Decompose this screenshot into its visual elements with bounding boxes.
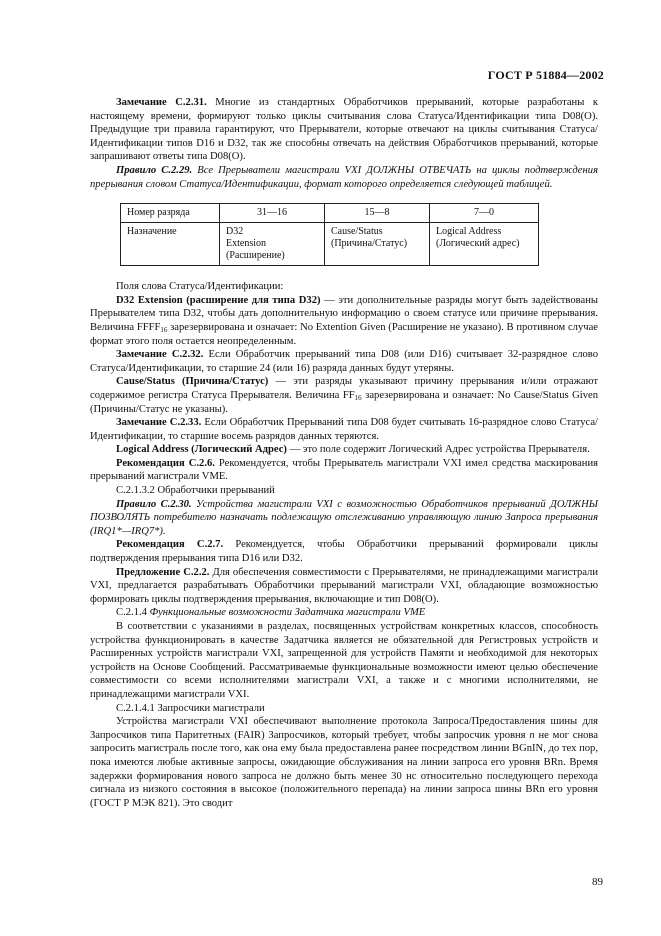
recommendation-c-2-7 <box>90 538 598 565</box>
subscript: 16 <box>160 325 168 334</box>
note-label: Замечание С.2.31. <box>116 97 207 108</box>
table-row <box>121 223 539 266</box>
field-text: зарезервирована и означает: No Extention Given (Расширение не указано). В противном случае формат этого поля остается неопределенным. <box>90 321 598 347</box>
table-cell: 31—16 <box>220 204 325 223</box>
paragraph-vme-capabilities: В соответствии с указаниями в разделах, посвященных устройствам конкретных классов, способность устройства функционировать в качестве Задатчика является не обязательной для Регистровых устройств и Расширенных устройств магистрали VXI, запрещенной для устройств Памяти и необходимой для некоторых устройств на Основе Сообщений. Рассматриваемые функциональные возможности имеют целью обеспечение совместимости со всеми исполнителями магистрали VXI, а также и с многими исполнителями, не принадлежащими магистрали VXI. <box>90 621 598 700</box>
proposal-c-2-2 <box>90 566 598 607</box>
field-label: D32 Extension (расширение для типа D32) <box>116 294 321 306</box>
table-cell <box>220 223 325 266</box>
field-cause-status <box>90 375 598 416</box>
note-label: Замечание С.2.32. <box>116 349 204 361</box>
page-number: 89 <box>592 876 603 888</box>
section-number: С.2.1.4 <box>116 607 150 619</box>
paragraph-text: не мог снова запросить магистраль после того, как она ему была предоставлена ранее посредством линии BGnIN, до тех пор, пока имеются любые активные запросы, ожидающие обслуживания на линии запроса его уровня BRn. Время задержки формирования нового запроса не должно быть менее 30 нс относительно последующего перехода сигнала из низкого состояния в высокое (положительного перепада) на линии запроса шины BRn его уровня (ГОСТ Р МЭК 821). Это сводит <box>90 729 598 809</box>
recommendation-c-2-6 <box>90 457 598 484</box>
note-label: Замечание С.2.33. <box>116 417 202 429</box>
cell-line: D32 <box>226 226 244 238</box>
note-c-2-31 <box>90 96 598 164</box>
table-cell: Назначение <box>121 223 220 266</box>
field-d32-extension <box>90 294 598 348</box>
fields-intro: Поля слова Статуса/Идентификации: <box>116 281 284 293</box>
note-text: Если Обработчик Прерываний типа D08 будет считывать 16-разрядное слово Статуса/Идентификации, то старшие восемь разрядов данных теряются. <box>90 417 598 442</box>
cell-line: Logical Address <box>436 226 502 238</box>
cell-line: (Расширение) <box>226 250 285 262</box>
table-cell: 7—0 <box>430 204 539 223</box>
rule-c-2-30 <box>90 498 598 539</box>
field-text: — эти дополнительные разряды могут быть задействованы Прерывателем типа D32, чтобы дать дополнительную информацию о своем статусе или причине прерывания. Величина FFFF <box>90 294 598 333</box>
paragraph-text: Устройства магистрали VXI обеспечивают выполнение протокола Запроса/Предоставления шины для Запросчиков типа Паритетных (FAIR) Запросчиков, который требует, чтобы запросчик уровня <box>90 716 598 741</box>
recommendation-label: Рекомендация С.2.6. <box>116 457 215 469</box>
subscript: 16 <box>354 393 362 402</box>
field-text: зарезервирована и означает: No Cause/Status Given (Причины/Статус не указаны). <box>90 389 598 415</box>
section-c-2-1-3-2: С.2.1.3.2 Обработчики прерываний <box>116 485 275 497</box>
cell-line: (Причина/Статус) <box>331 238 408 250</box>
field-label: Cause/Status (Причина/Статус) <box>116 376 269 388</box>
table-cell <box>325 223 430 266</box>
paragraph-bus-requesters <box>90 715 598 810</box>
rule-text: Устройства магистрали VXI с возможностью Обработчиков прерываний ДОЛЖНЫ ПОЗВОЛЯТЬ потребителю назначать подлежащую отслеживанию управляющую линию Запроса прерывания (IRQ1*—IRQ7*). <box>90 498 598 537</box>
proposal-label: Предложение С.2.2. <box>116 566 210 578</box>
rule-label: Правило С.2.29. <box>116 164 193 176</box>
field-logical-address <box>90 443 598 457</box>
table-cell <box>430 223 539 266</box>
field-label: Logical Address (Логический Адрес) <box>116 444 287 456</box>
status-id-table <box>120 203 539 266</box>
cell-line: Cause/Status <box>331 226 383 238</box>
section-title: Функциональные возможности Задатчика магистрали VME <box>149 607 426 619</box>
section-c-2-1-4-1: С.2.1.4.1 Запросчики магистрали <box>116 702 265 714</box>
recommendation-text: Рекомендуется, чтобы Обработчики прерываний формировали циклы подтверждения прерывания типа D16 или D32. <box>90 539 598 565</box>
document-header: ГОСТ Р 51884—2002 <box>487 68 604 82</box>
table-cell: 15—8 <box>325 204 430 223</box>
proposal-text: Для обеспечения совместимости с Прерывателями, не принадлежащими магистрали VXI, предлагается разрабатывать Обработчики прерываний магистрали VXI, обладающие возможностью формировать циклы подтверждения прерывания, включающие и тип D08(O). <box>90 566 598 605</box>
rule-label: Правило С.2.30. <box>116 498 192 510</box>
table-row <box>121 204 539 223</box>
section-c-2-1-4 <box>90 606 598 620</box>
field-text: — эти разряды указывают причину прерывания и/или отражают содержимое регистра Статуса Прерывателя. Величина FF <box>90 376 598 401</box>
note-text: Многие из стандартных Обработчиков прерываний, которые разработаны к настоящему времени, формируют только циклы считывания слова Статуса/Идентификации типа D08(O). Предыдущие три правила гарантируют, что Прерыватели, которые отвечают на циклы считывания Статуса/Идентификации типов D16 и D32, так же способны отвечать на действия Обработчиков прерываний, которые запрашивают ответы типа D08(O). <box>90 97 599 163</box>
recommendation-label: Рекомендация С.2.7. <box>116 539 224 551</box>
rule-c-2-29 <box>90 164 598 191</box>
cell-line: Extension <box>226 238 266 250</box>
note-text: Если Обработчик прерываний типа D08 (или D16) считывает 32-разрядное слово Статуса/Идентификации, то старшие 24 (или 16) разряда данных будут утеряны. <box>90 349 599 374</box>
italic-var: n <box>529 729 535 741</box>
note-c-2-32 <box>90 348 598 375</box>
recommendation-text: Рекомендуется, чтобы Прерыватель магистрали VXI имел средства маскирования прерываний магистрали VME. <box>90 457 598 483</box>
field-text: — это поле содержит Логический Адрес устройства Прерывателя. <box>286 444 590 456</box>
table-cell: Номер разряда <box>121 204 220 223</box>
note-c-2-33 <box>90 416 598 443</box>
cell-line: (Логический адрес) <box>436 238 520 250</box>
rule-text: Все Прерыватели магистрали VXI ДОЛЖНЫ ОТВЕЧАТЬ на циклы подтверждения прерывания словом Статуса/Идентификации, формат которого определяется следующей таблицей. <box>90 164 598 190</box>
document-body <box>90 96 598 810</box>
